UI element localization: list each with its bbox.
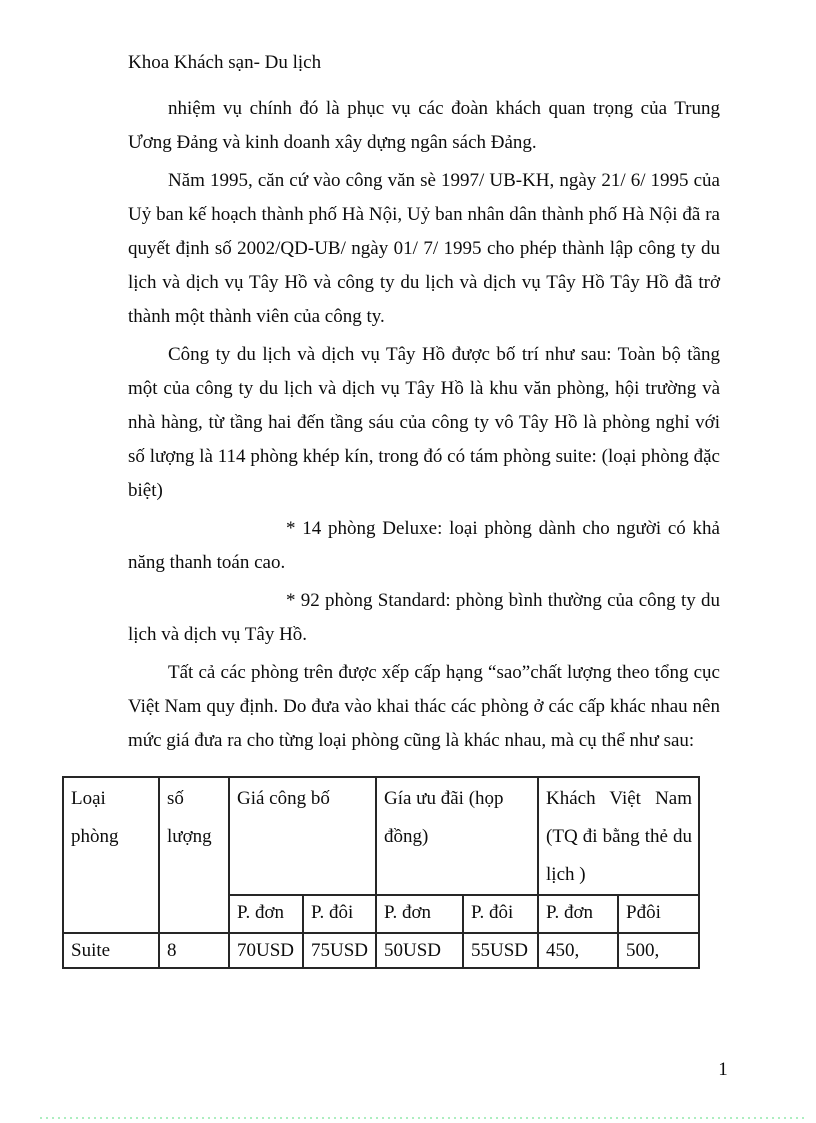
subheader-cell-double-2: P. đôi xyxy=(463,895,538,933)
document-content xyxy=(71,46,720,969)
header-cell-vietnamese-guest: Khách Việt Nam (TQ đi bằng thẻ du lịch ) xyxy=(538,777,699,895)
cell-vn-single: 450, xyxy=(538,933,618,968)
table-row-suite xyxy=(63,933,699,968)
header-cell-quantity: số lượng xyxy=(159,777,229,933)
subheader-cell-double-3: Pđôi xyxy=(618,895,699,933)
cell-quantity: 8 xyxy=(159,933,229,968)
paragraph-2: Năm 1995, căn cứ vào công văn sè 1997/ UB-KH, ngày 21/ 6/ 1995 của Uỷ ban kế hoạch thành phố Hà Nội, Uỷ ban nhân dân thành phố Hà Nội đã ra quyết định số 2002/QD-UB/ ngày 01/ 7/ 1995 cho phép thành lập công ty du lịch và dịch vụ Tây Hồ và công ty du lịch và dịch vụ Tây Hồ Tây Hồ đã trở thành một thành viên của công ty. xyxy=(128,170,720,327)
paragraph-3: Công ty du lịch và dịch vụ Tây Hồ được bố trí như sau: Toàn bộ tầng một của công ty du lịch và dịch vụ Tây Hồ là khu văn phòng, hội trường và nhà hàng, từ tầng hai đến tầng sáu của công ty vô Tây Hồ là phòng nghỉ với số lượng là 114 phòng khép kín, trong đó có tám phòng suite: (loại phòng đặc biệt) xyxy=(128,344,720,501)
room-price-table xyxy=(62,776,700,969)
cell-published-single: 70USD xyxy=(229,933,303,968)
subheader-cell-single-1: P. đơn xyxy=(229,895,303,933)
page-break-dots xyxy=(40,1117,806,1119)
paragraph-5-standard: * 92 phòng Standard: phòng bình thường của công ty du lịch và dịch vụ Tây Hồ. xyxy=(128,590,720,645)
cell-contract-single: 50USD xyxy=(376,933,463,968)
table-header-row xyxy=(63,777,699,895)
page-number: 1 xyxy=(718,1059,728,1080)
cell-contract-double: 55USD xyxy=(463,933,538,968)
paragraph-1: nhiệm vụ chính đó là phục vụ các đoàn khách quan trọng của Trung Ương Đảng và kinh doanh xây dựng ngân sách Đảng. xyxy=(128,98,720,153)
subheader-cell-double-1: P. đôi xyxy=(303,895,376,933)
header-cell-contract-price: Gía ưu đãi (họp đồng) xyxy=(376,777,538,895)
paragraph-6: Tất cả các phòng trên được xếp cấp hạng “sao”chất lượng theo tổng cục Việt Nam quy định. Do đưa vào khai thác các phòng ở các cấp khác nhau nên mức giá đưa ra cho từng loại phòng cũng là khác nhau, mà cụ thể như sau: xyxy=(128,662,720,751)
header-cell-published-price: Giá công bố xyxy=(229,777,376,895)
subheader-cell-single-3: P. đơn xyxy=(538,895,618,933)
cell-published-double: 75USD xyxy=(303,933,376,968)
document-header: Khoa Khách sạn- Du lịch xyxy=(128,52,322,73)
cell-room-type: Suite xyxy=(63,933,159,968)
cell-vn-double: 500, xyxy=(618,933,699,968)
paragraph-4-deluxe: * 14 phòng Deluxe: loại phòng dành cho người có khả năng thanh toán cao. xyxy=(128,518,720,573)
room-price-table-wrap xyxy=(62,776,720,969)
header-cell-room-type: Loại phòng xyxy=(63,777,159,933)
subheader-cell-single-2: P. đơn xyxy=(376,895,463,933)
